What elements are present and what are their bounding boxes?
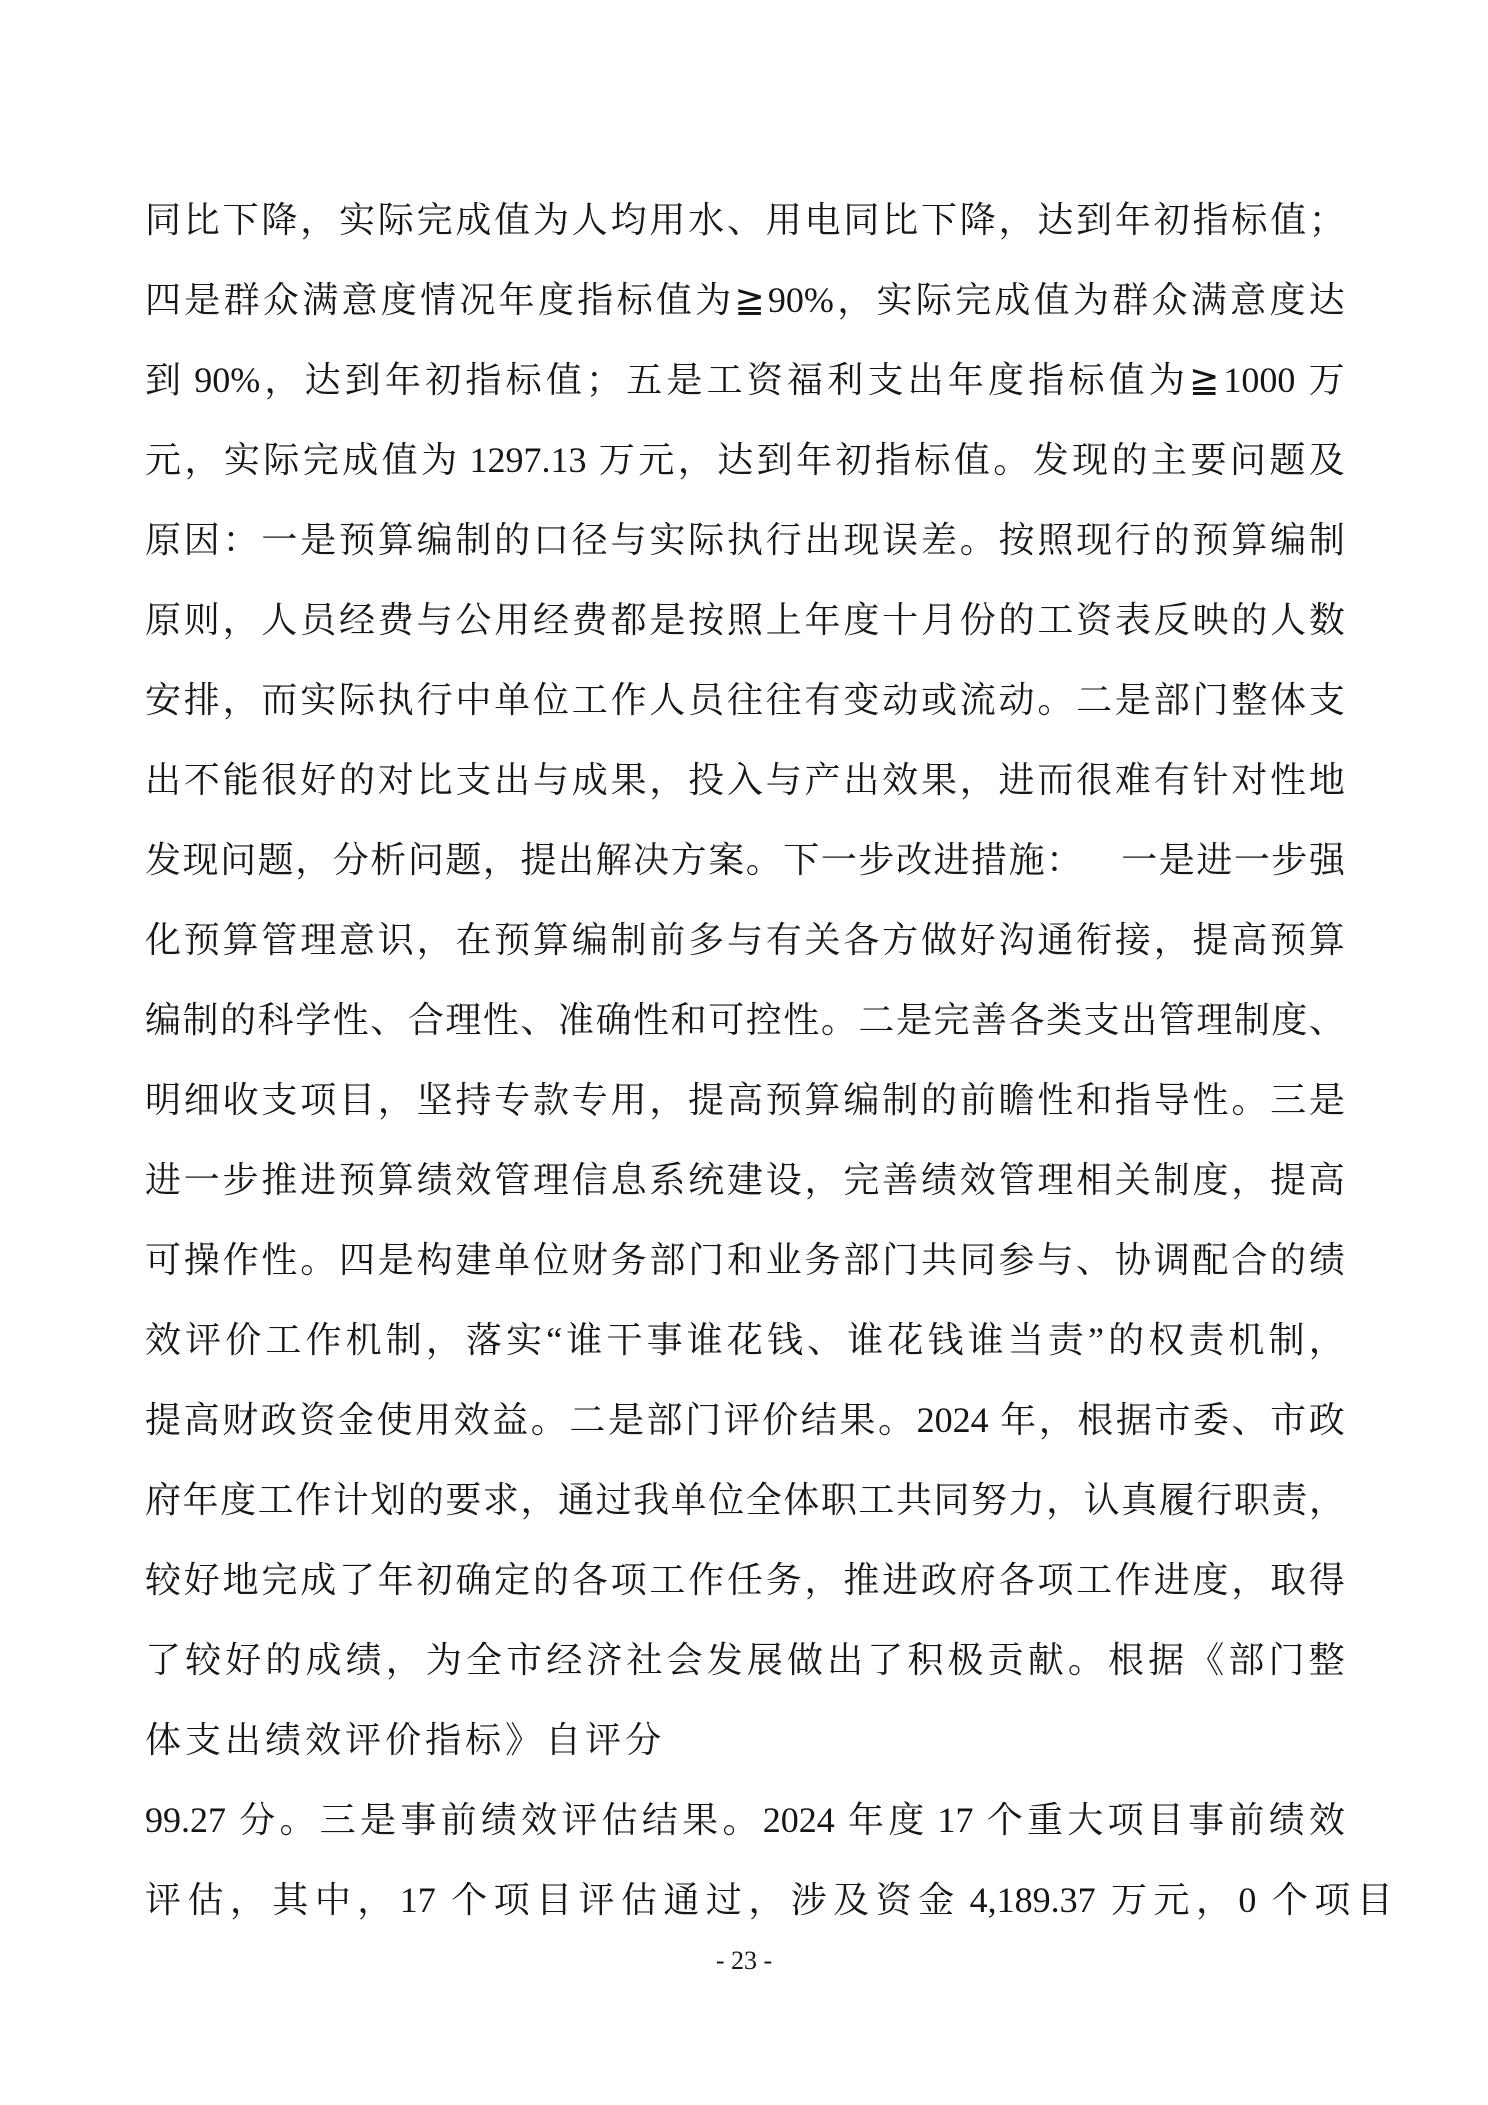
text-line: 四 是 群 众 满 意 度 情 况 年 度 指 标 值 为 ≧ 90% ， 实 际 完 成 值 为 群 众 满 意 度 达 <box>145 280 1345 320</box>
text-line: 发 现 问 题 ， 分 析 问 题 ， 提 出 解 决 方 案 。 下 一 步 改 进 措 施 ： 一 是 进 一 步 强 <box>145 840 1345 880</box>
text-line: 府 年 度 工 作 计 划 的 要 求 ， 通 过 我 单 位 全 体 职 工 共 同 努 力 ， 认 真 履 行 职 责 ， <box>145 1480 1345 1520</box>
text-line: 进 一 步 推 进 预 算 绩 效 管 理 信 息 系 统 建 设 ， 完 善 绩 效 管 理 相 关 制 度 ， 提 高 <box>145 1160 1345 1200</box>
text-line: 可 操 作 性 。 四 是 构 建 单 位 财 务 部 门 和 业 务 部 门 共 同 参 与 、 协 调 配 合 的 绩 <box>145 1240 1345 1280</box>
text-line: 同 比 下 降 ， 实 际 完 成 值 为 人 均 用 水 、 用 电 同 比 下 降 ， 达 到 年 初 指 标 值 ； <box>145 200 1345 240</box>
document-body <box>145 180 1393 1940</box>
page-number: - 23 - <box>715 1946 773 1975</box>
text-line: 效 评 价 工 作 机 制 ， 落 实 “ 谁 干 事 谁 花 钱 、 谁 花 钱 谁 当 责 ” 的 权 责 机 制 ， <box>145 1320 1345 1360</box>
text-line: 原 因 ： 一 是 预 算 编 制 的 口 径 与 实 际 执 行 出 现 误 差 。 按 照 现 行 的 预 算 编 制 <box>145 520 1345 560</box>
text-line: 元 ， 实 际 完 成 值 为 1297.13 万 元 ， 达 到 年 初 指 标 值 。 发 现 的 主 要 问 题 及 <box>145 440 1345 480</box>
text-line: 化 预 算 管 理 意 识 ， 在 预 算 编 制 前 多 与 有 关 各 方 做 好 沟 通 衔 接 ， 提 高 预 算 <box>145 920 1345 960</box>
text-line: 编 制 的 科 学 性 、 合 理 性 、 准 确 性 和 可 控 性 。 二 是 完 善 各 类 支 出 管 理 制 度 、 <box>145 1000 1345 1040</box>
text-line: 体 支 出 绩 效 评 价 指 标 》 自 评 分 <box>145 1720 662 1760</box>
text-line: 评 估 ， 其 中 ， 17 个 项 目 评 估 通 过 ， 涉 及 资 金 4,189.37 万 元 ， 0 个 项 目 <box>145 1880 1393 1920</box>
text-line: 安 排 ， 而 实 际 执 行 中 单 位 工 作 人 员 往 往 有 变 动 或 流 动 。 二 是 部 门 整 体 支 <box>145 680 1345 720</box>
text-line: 出 不 能 很 好 的 对 比 支 出 与 成 果 ， 投 入 与 产 出 效 果 ， 进 而 很 难 有 针 对 性 地 <box>145 760 1345 800</box>
text-line: 明 细 收 支 项 目 ， 坚 持 专 款 专 用 ， 提 高 预 算 编 制 的 前 瞻 性 和 指 导 性 。 三 是 <box>145 1080 1345 1120</box>
text-line: 了 较 好 的 成 绩 ， 为 全 市 经 济 社 会 发 展 做 出 了 积 极 贡 献 。 根 据 《 部 门 整 <box>145 1640 1345 1680</box>
text-line: 较 好 地 完 成 了 年 初 确 定 的 各 项 工 作 任 务 ， 推 进 政 府 各 项 工 作 进 度 ， 取 得 <box>145 1560 1345 1600</box>
text-line: 99.27 分 。 三 是 事 前 绩 效 评 估 结 果 。 2024 年 度 17 个 重 大 项 目 事 前 绩 效 <box>145 1800 1345 1840</box>
text-line: 原 则 ， 人 员 经 费 与 公 用 经 费 都 是 按 照 上 年 度 十 月 份 的 工 资 表 反 映 的 人 数 <box>145 600 1345 640</box>
text-line: 提 高 财 政 资 金 使 用 效 益 。 二 是 部 门 评 价 结 果 。 2024 年 ， 根 据 市 委 、 市 政 <box>145 1400 1345 1440</box>
text-line: 到 90% ， 达 到 年 初 指 标 值 ； 五 是 工 资 福 利 支 出 年 度 指 标 值 为 ≧ 1000 万 <box>145 360 1345 400</box>
